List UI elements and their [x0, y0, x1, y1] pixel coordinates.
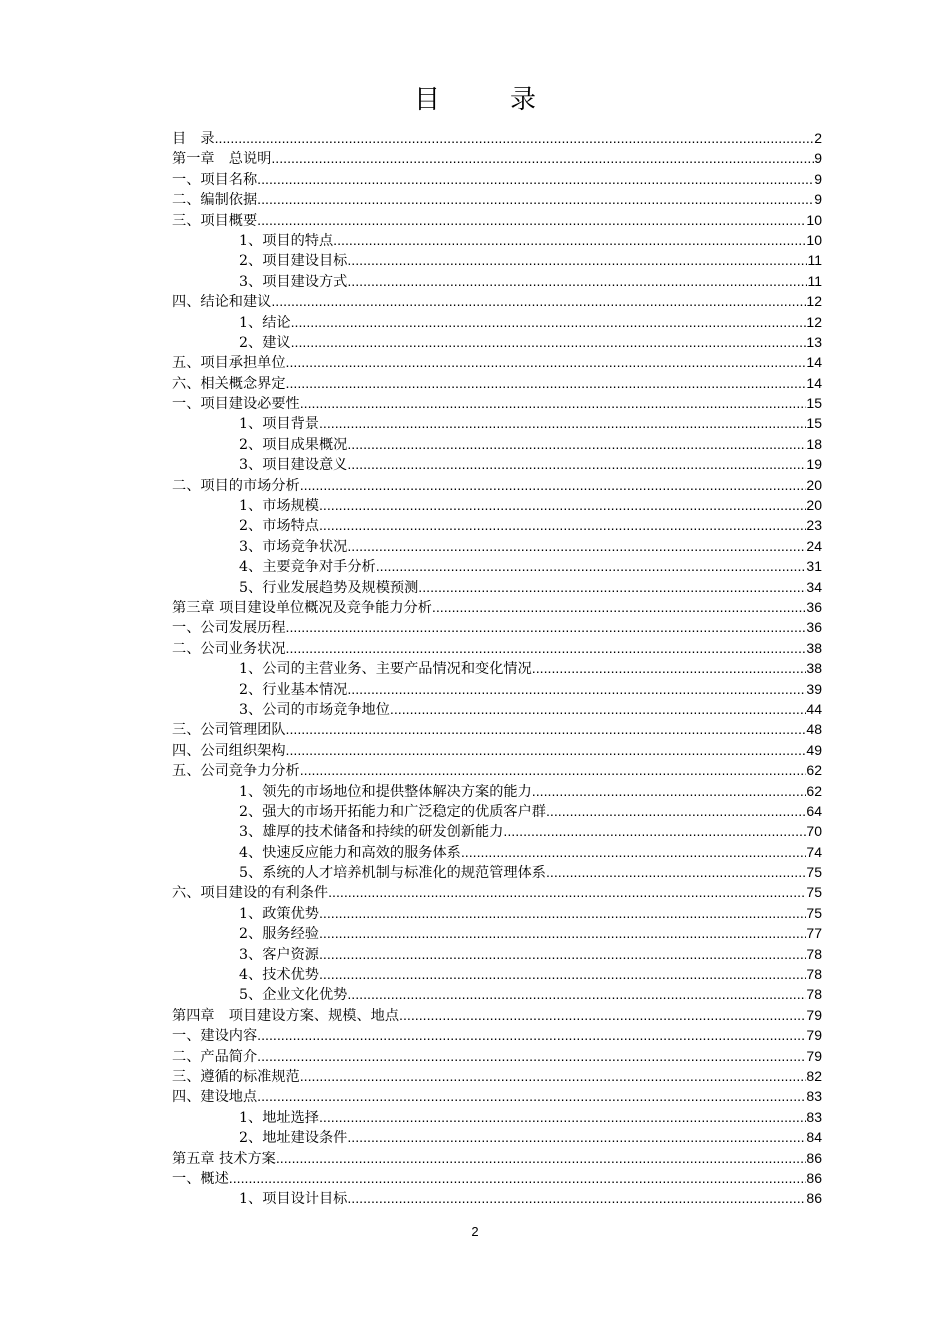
toc-entry[interactable] [172, 781, 822, 801]
toc-entry[interactable] [172, 821, 822, 841]
toc-entry-text: 1、政策优势 [239, 905, 319, 922]
toc-entry[interactable] [172, 1107, 822, 1127]
toc-entry-page: 39 [806, 680, 822, 697]
toc-entry-page: 83 [806, 1108, 822, 1125]
toc-entry-page: 75 [806, 904, 822, 921]
toc-entry[interactable] [172, 944, 822, 964]
dot-leader [276, 1149, 807, 1169]
dot-leader [461, 843, 807, 863]
toc-entry-page: 15 [806, 415, 822, 432]
toc-entry[interactable] [172, 658, 822, 678]
toc-entry[interactable] [172, 842, 822, 862]
dot-leader [503, 822, 806, 842]
toc-entry-text: 五、项目承担单位 [172, 355, 286, 372]
dot-leader [347, 680, 806, 700]
toc-entry-text: 第三章 项目建设单位概况及竞争能力分析 [172, 599, 432, 616]
toc-entry-page: 2 [814, 130, 822, 146]
toc-entry-text: 二、编制依据 [172, 192, 258, 209]
toc-entry-text: 三、公司管理团队 [172, 722, 286, 739]
toc-entry[interactable] [172, 1046, 822, 1066]
toc-entry-text: 第五章 技术方案 [172, 1150, 276, 1167]
toc-entry-page: 79 [806, 1027, 822, 1044]
dot-leader [257, 1047, 806, 1067]
toc-entry-text: 1、项目设计目标 [239, 1191, 348, 1208]
toc-entry-page: 78 [806, 945, 822, 962]
toc-entry[interactable] [172, 393, 822, 413]
toc-entry-page: 86 [806, 1149, 822, 1166]
dot-leader [347, 1189, 806, 1209]
dot-leader [229, 1169, 807, 1189]
toc-entry-page: 44 [806, 700, 822, 717]
toc-title: 目 录 [413, 85, 558, 115]
dot-leader [347, 272, 807, 292]
toc-entry[interactable] [172, 862, 822, 882]
toc-entry-text: 一、建设内容 [172, 1028, 258, 1045]
toc-entry-text: 2、地址建设条件 [239, 1130, 348, 1147]
toc-entry[interactable] [172, 760, 822, 780]
dot-leader [286, 618, 807, 638]
toc-entry-text: 3、雄厚的技术储备和持续的研发创新能力 [239, 824, 504, 841]
toc-entry-text: 3、市场竞争状况 [239, 538, 348, 555]
toc-entry-text: 1、领先的市场地位和提供整体解决方案的能力 [239, 783, 532, 800]
toc-entry-text: 4、快速反应能力和高效的服务体系 [239, 844, 461, 861]
toc-entry-text: 1、结论 [239, 314, 291, 331]
toc-entry-text: 一、公司发展历程 [172, 620, 286, 637]
toc-entry-page: 24 [806, 537, 822, 554]
toc-entry-page: 10 [806, 211, 822, 228]
toc-entry[interactable] [172, 903, 822, 923]
toc-entry[interactable] [172, 719, 822, 739]
dot-leader [347, 455, 806, 475]
toc-entry-text: 一、项目建设必要性 [172, 396, 300, 413]
dot-leader [300, 761, 807, 781]
toc-entry-page: 23 [806, 517, 822, 534]
toc-entry-page: 34 [806, 578, 822, 595]
toc-entry[interactable] [172, 984, 822, 1004]
toc-entry-page: 64 [806, 802, 822, 819]
toc-entry-page: 13 [806, 333, 822, 350]
toc-entry[interactable] [172, 475, 822, 495]
toc-entry[interactable] [172, 434, 822, 454]
toc-entry[interactable] [172, 454, 822, 474]
toc-entry-page: 78 [806, 966, 822, 983]
toc-entry-page: 36 [806, 598, 822, 615]
toc-entry-page: 86 [806, 1190, 822, 1207]
toc-entry-text: 4、主要竞争对手分析 [239, 559, 376, 576]
dot-leader [376, 557, 807, 577]
dot-leader [432, 598, 807, 618]
toc-entry-page: 18 [806, 435, 822, 452]
dot-leader [546, 802, 806, 822]
toc-entry[interactable] [172, 128, 822, 148]
toc-entry-page: 11 [807, 272, 822, 289]
toc-entry-page: 10 [806, 231, 822, 248]
dot-leader [286, 353, 807, 373]
toc-entry-text: 1、公司的主营业务、主要产品情况和变化情况 [239, 661, 532, 678]
toc-entry-page: 86 [806, 1169, 822, 1186]
toc-entry[interactable] [172, 923, 822, 943]
dot-leader [319, 516, 806, 536]
toc-entry[interactable] [172, 230, 822, 250]
toc-entry[interactable] [172, 1005, 822, 1025]
dot-leader [319, 1108, 806, 1128]
dot-leader [319, 414, 806, 434]
toc-entry-page: 78 [806, 986, 822, 1003]
toc-entry-text: 2、项目建设目标 [239, 253, 348, 270]
toc-entry[interactable] [172, 312, 822, 332]
toc-entry-text: 1、地址选择 [239, 1109, 319, 1126]
toc-entry-text: 第四章 项目建设方案、规模、地点 [172, 1007, 400, 1024]
dot-leader [271, 149, 814, 169]
toc-entry[interactable] [172, 536, 822, 556]
dot-leader [319, 945, 806, 965]
toc-entry-text: 1、项目背景 [239, 416, 319, 433]
toc-entry-text: 3、项目建设方式 [239, 273, 348, 290]
toc-entry-text: 2、服务经验 [239, 926, 319, 943]
toc-entry-page: 75 [806, 864, 822, 881]
toc-entry[interactable] [172, 679, 822, 699]
toc-entry[interactable] [172, 148, 822, 168]
dot-leader [257, 190, 814, 210]
toc-entry-page: 31 [806, 558, 822, 575]
toc-entry-page: 84 [806, 1129, 822, 1146]
toc-entry-page: 79 [806, 1006, 822, 1023]
toc-entry-text: 二、产品简介 [172, 1048, 258, 1065]
toc-entry[interactable] [172, 1025, 822, 1045]
toc-entry-page: 12 [806, 313, 822, 330]
toc-entry-text: 3、公司的市场竞争地位 [239, 701, 390, 718]
dot-leader [347, 251, 807, 271]
toc-entry[interactable] [172, 638, 822, 658]
toc-entry[interactable] [172, 699, 822, 719]
toc-entry-text: 3、客户资源 [239, 946, 319, 963]
dot-leader [333, 231, 806, 251]
page-number: 2 [471, 1224, 479, 1239]
toc-entry-page: 9 [814, 191, 822, 208]
toc-entry-text: 三、遵循的标准规范 [172, 1068, 300, 1085]
toc-entry-page: 62 [806, 782, 822, 799]
toc-entry-page: 11 [807, 252, 822, 269]
dot-leader [286, 639, 807, 659]
toc-entry[interactable] [172, 801, 822, 821]
toc-entry-page: 77 [806, 925, 822, 942]
dot-leader [291, 313, 807, 333]
dot-leader [347, 435, 806, 455]
toc-entry-page: 9 [814, 170, 822, 187]
toc-entry-page: 38 [806, 639, 822, 656]
dot-leader [328, 883, 806, 903]
dot-leader [390, 700, 807, 720]
toc-entry-text: 2、建议 [239, 334, 291, 351]
toc-entry-text: 四、结论和建议 [172, 294, 272, 311]
dot-leader [257, 1087, 806, 1107]
toc-entry-page: 83 [806, 1088, 822, 1105]
toc-entry-text: 四、公司组织架构 [172, 742, 286, 759]
toc-entry[interactable] [172, 169, 822, 189]
toc-entry-text: 3、项目建设意义 [239, 457, 348, 474]
toc-entry-page: 20 [806, 476, 822, 493]
toc-entry-page: 38 [806, 660, 822, 677]
toc-entry-page: 14 [806, 374, 822, 391]
toc-entry[interactable] [172, 352, 822, 372]
toc-entry-page: 36 [806, 619, 822, 636]
dot-leader [532, 782, 807, 802]
dot-leader [300, 394, 807, 414]
toc-entry[interactable] [172, 413, 822, 433]
toc-entry[interactable] [172, 495, 822, 515]
toc-entry-page: 14 [806, 354, 822, 371]
toc-entry-page: 15 [806, 395, 822, 412]
toc-entry-text: 2、项目成果概况 [239, 436, 348, 453]
toc-entry-text: 2、行业基本情况 [239, 681, 348, 698]
toc-entry[interactable] [172, 617, 822, 637]
dot-leader [418, 578, 806, 598]
toc-entry[interactable] [172, 1188, 822, 1208]
toc-entry[interactable] [172, 577, 822, 597]
toc-entry[interactable] [172, 1086, 822, 1106]
toc-entry-page: 20 [806, 497, 822, 514]
toc-entry-text: 六、项目建设的有利条件 [172, 885, 329, 902]
toc-entry-page: 79 [806, 1047, 822, 1064]
toc-entry[interactable] [172, 332, 822, 352]
dot-leader [286, 720, 807, 740]
dot-leader [399, 1006, 806, 1026]
toc-entry-text: 1、项目的特点 [239, 232, 334, 249]
toc-entry-text: 1、市场规模 [239, 498, 319, 515]
dot-leader [291, 333, 807, 353]
toc-entry-page: 70 [806, 823, 822, 840]
toc-entry-text: 4、技术优势 [239, 967, 319, 984]
dot-leader [271, 292, 806, 312]
toc-entry[interactable] [172, 556, 822, 576]
toc-entry-page: 82 [806, 1067, 822, 1084]
dot-leader [319, 924, 806, 944]
toc-entry-text: 三、项目概要 [172, 212, 258, 229]
toc-entry[interactable] [172, 373, 822, 393]
toc-entry-text: 第一章 总说明 [172, 151, 272, 168]
dot-leader [532, 659, 807, 679]
toc-entry-text: 一、概述 [172, 1170, 229, 1187]
toc-entry-text: 5、企业文化优势 [239, 987, 348, 1004]
dot-leader [347, 1128, 806, 1148]
toc-entry-text: 5、行业发展趋势及规模预测 [239, 579, 419, 596]
toc-entry-text: 目 录 [172, 131, 215, 147]
toc-entry-page: 75 [806, 884, 822, 901]
toc-entry[interactable] [172, 291, 822, 311]
toc-entry-page: 19 [806, 456, 822, 473]
toc-entry-page: 74 [806, 843, 822, 860]
dot-leader [319, 965, 806, 985]
toc-entry-text: 六、相关概念界定 [172, 375, 286, 392]
dot-leader [257, 211, 806, 231]
dot-leader [319, 904, 806, 924]
toc-entry[interactable] [172, 1168, 822, 1188]
toc-entry[interactable] [172, 250, 822, 270]
toc-entry[interactable] [172, 1127, 822, 1147]
toc-entry-page: 49 [806, 741, 822, 758]
toc-entry-text: 2、市场特点 [239, 518, 319, 535]
dot-leader [347, 985, 806, 1005]
toc-list [172, 128, 822, 1209]
toc-entry[interactable] [172, 1148, 822, 1168]
toc-entry-text: 一、项目名称 [172, 171, 258, 188]
toc-entry-page: 12 [806, 293, 822, 310]
toc-entry-text: 二、项目的市场分析 [172, 477, 300, 494]
dot-leader [286, 741, 807, 761]
toc-entry[interactable] [172, 189, 822, 209]
toc-entry-page: 9 [814, 150, 822, 167]
toc-entry[interactable] [172, 210, 822, 230]
toc-entry[interactable] [172, 271, 822, 291]
toc-entry[interactable] [172, 882, 822, 902]
dot-leader [257, 170, 814, 190]
toc-entry[interactable] [172, 740, 822, 760]
dot-leader [215, 129, 815, 149]
toc-entry[interactable] [172, 597, 822, 617]
toc-entry-page: 62 [806, 762, 822, 779]
toc-entry[interactable] [172, 1066, 822, 1086]
dot-leader [257, 1026, 806, 1046]
toc-entry[interactable] [172, 515, 822, 535]
dot-leader [347, 537, 806, 557]
dot-leader [300, 1067, 807, 1087]
dot-leader [319, 496, 806, 516]
dot-leader [300, 476, 807, 496]
toc-entry-page: 48 [806, 721, 822, 738]
toc-entry-text: 二、公司业务状况 [172, 640, 286, 657]
dot-leader [286, 374, 807, 394]
toc-entry-text: 5、系统的人才培养机制与标准化的规范管理体系 [239, 865, 546, 882]
toc-entry-text: 四、建设地点 [172, 1089, 258, 1106]
toc-entry[interactable] [172, 964, 822, 984]
dot-leader [546, 863, 806, 883]
toc-entry-text: 五、公司竞争力分析 [172, 763, 300, 780]
toc-entry-text: 2、强大的市场开拓能力和广泛稳定的优质客户群 [239, 803, 546, 820]
